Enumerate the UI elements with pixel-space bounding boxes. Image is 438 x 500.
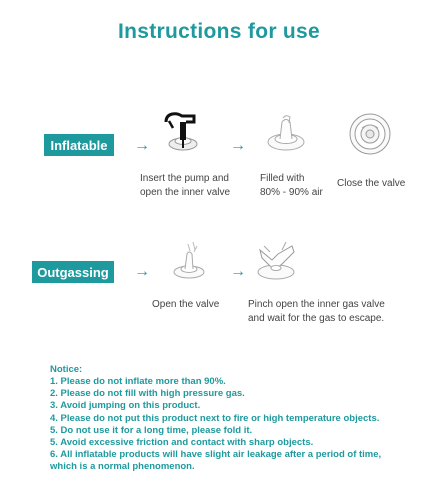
notice-item: 5. Avoid excessive friction and contact with sharp objects. (50, 437, 314, 449)
step-caption (248, 298, 428, 326)
arrow-icon: → (230, 137, 246, 154)
caption-line: and wait for the gas to escape. (248, 313, 385, 324)
notice-list (50, 376, 410, 474)
valve-filled-icon (262, 112, 310, 154)
notice-title: Notice: (50, 364, 83, 375)
notice-item: 3. Avoid jumping on this product. (50, 400, 201, 412)
notice-item: 4. Please do not put this product next to fire or high temperature objects. (50, 412, 380, 424)
outgassing-badge: Outgassing (32, 261, 114, 283)
caption-line: Insert the pump and (140, 173, 229, 184)
caption-line: open the inner valve (140, 187, 231, 198)
pump-insert-icon (160, 108, 206, 156)
caption-line: 80% - 90% air (260, 187, 323, 198)
notice-item: which is a normal phenomenon. (50, 461, 195, 473)
valve-pinch-icon (252, 240, 302, 284)
notice-item: 2. Please do not fill with high pressure gas. (50, 388, 245, 400)
step-caption (140, 172, 250, 200)
valve-open-icon (170, 238, 208, 282)
caption-line: Filled with (260, 173, 305, 184)
arrow-icon: → (134, 137, 150, 154)
inflatable-badge: Inflatable (44, 134, 114, 156)
arrow-icon: → (134, 263, 150, 280)
caption-line: Open the valve (152, 299, 220, 310)
page-title: Instructions for use (117, 20, 321, 43)
arrow-icon: → (230, 263, 246, 280)
step-caption (337, 177, 427, 191)
notice-item: 6. All inflatable products will have slight air leakage after a period of time, (50, 449, 382, 461)
caption-line: Pinch open the inner gas valve (248, 299, 385, 310)
notice-item: 5. Do not use it for a long time, please fold it. (50, 424, 253, 436)
caption-line: Close the valve (337, 178, 406, 189)
step-caption (152, 298, 252, 312)
valve-closed-icon (348, 112, 392, 156)
notice-item: 1. Please do not inflate more than 90%. (50, 376, 226, 387)
